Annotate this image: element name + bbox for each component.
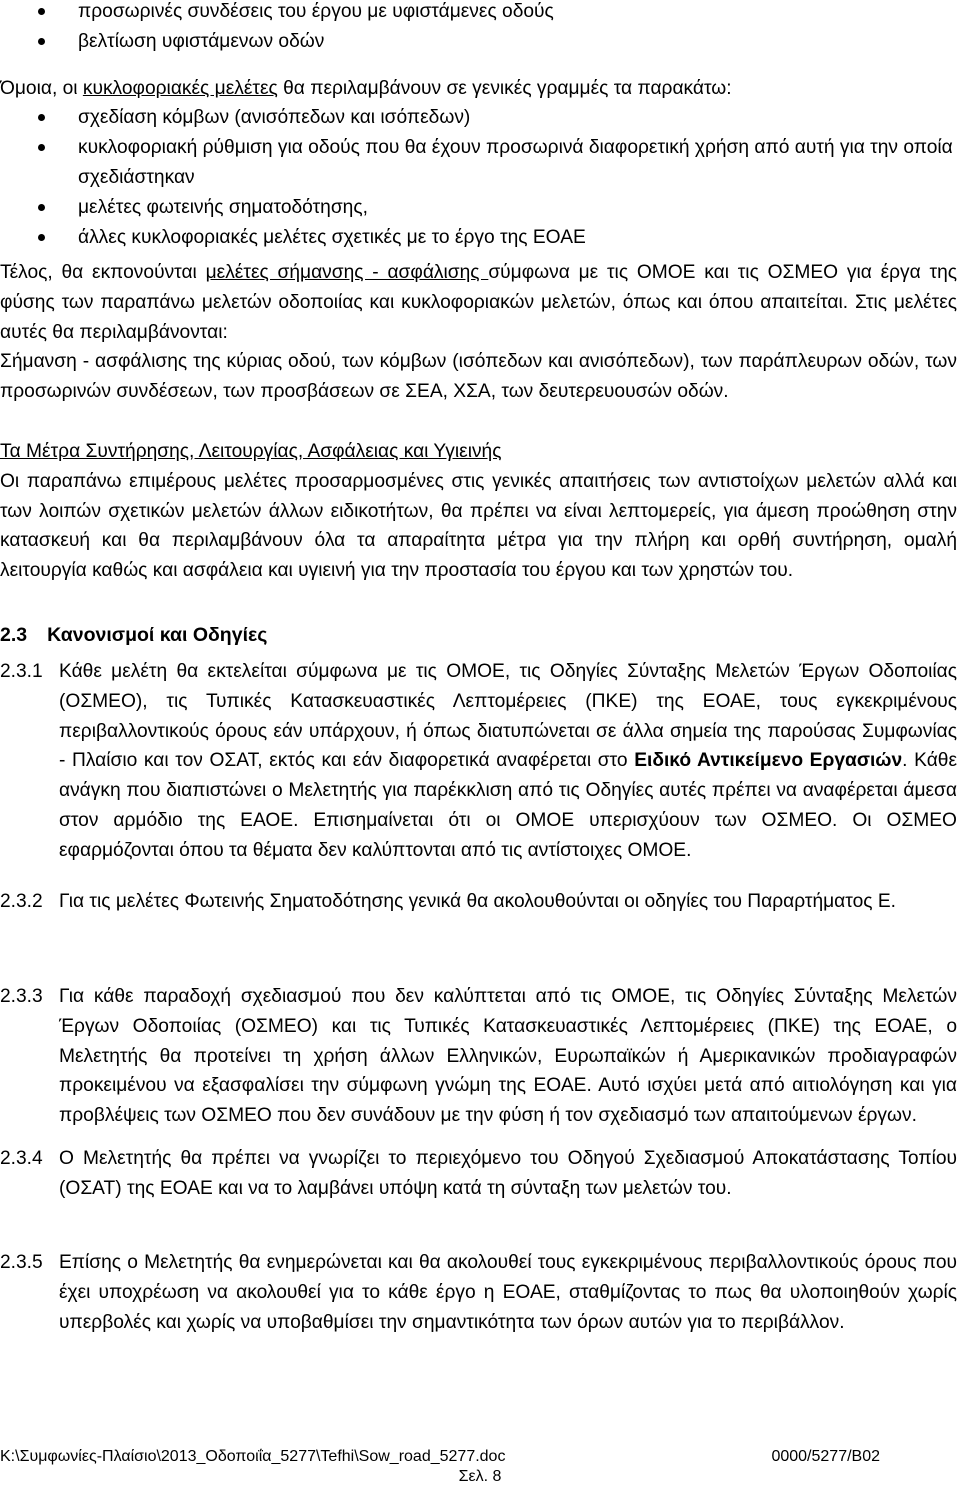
subsection-2-3-1: 2.3.1 Κάθε μελέτη θα εκτελείται σύμφωνα με τις ΟΜΟΕ, τις Οδηγίες Σύνταξης Μελετών Έργων Οδοποιίας (ΟΣΜΕΟ), τις Τυπικές Κατασκευαστικές Λεπτομέρειες (ΠΚΕ) της ΕΟΑΕ, τους εγκεκριμένους περιβαλλοντικούς όρους εάν υπάρχουν, ή όπως διατυπώνεται σε άλλα σημεία της παρούσας Συμφωνίας - Πλαίσιο και τον ΟΣΑΤ, εκτός και εάν διαφορετικά αναφέρεται στο Ειδικό Αντικείμενο Εργασιών. Κάθε ανάγκη που διαπιστώνει ο Μελετητής για παρέκκλιση από τις Οδηγίες αυτές πρέπει να αναφέρεται άμεσα στον αρμόδιο της ΕΑΟΕ. Επισημαίνεται ότι οι ΟΜΟΕ υπερισχύουν των ΟΣΜΕΟ. Οι ΟΣΜΕΟ εφαρμόζονται όπου τα θέματα δεν καλύπτονται από τις αντίστοιχες ΟΜΟΕ. [0, 661, 958, 861]
list-item: μελέτες φωτεινής σηματοδότησης, [0, 193, 958, 223]
subsection-2-3-5: 2.3.5 Επίσης ο Μελετητής θα ενημερώνεται και θα ακολουθεί τους εγκεκριμένους περιβαλλοντικούς όρους που έχει υποχρέωση να ακολουθεί για το κάθε έργο η ΕΟΑΕ, σταθμίζοντας το πως θα υλοποιηθούν χωρίς υπερβολές και χωρίς να υποβαθμίσει την σημαντικότητα των όρων αυτών για το περιβάλλον. [0, 1252, 957, 1333]
bullet-icon [38, 144, 45, 151]
maintenance-text: Οι παραπάνω επιμέρους μελέτες προσαρμοσμένες στις γενικές απαιτήσεις των αντιστοίχων μελετών αλλά και των λοιπών σχετικών μελετών άλλων ειδικοτήτων, θα πρέπει να είναι λεπτομερείς, για άμεση προώθηση στην κατασκευή και θα περιλαμβάνουν όλα τα απαραίτητα μέτρα για την πλήρη και ορθή συντήρηση, ομαλή λειτουργία καθώς και ασφάλεια και υγιεινή για την προστασία του έργου και των χρηστών του. [0, 470, 957, 582]
list-item: κυκλοφοριακή ρύθμιση για οδούς που θα έχουν προσωρινά διαφορετική χρήση από αυτή για την οποία σχεδιάστηκαν [0, 133, 958, 193]
list-item: βελτίωση υφιστάμενων οδών [0, 27, 958, 57]
signs-studies-link: μελέτες σήμανσης - ασφάλισης [205, 262, 489, 283]
bullet-icon [38, 234, 45, 241]
footer-doc-code: 0000/5277/Β02 [771, 1448, 880, 1465]
bullet-icon [38, 114, 45, 121]
intro-paragraph: Όμοια, οι κυκλοφοριακές μελέτες θα περιλαμβάνουν σε γενικές γραμμές τα παρακάτω: [0, 78, 732, 99]
page-number: Σελ. 8 [458, 1468, 502, 1485]
list-item: σχεδίαση κόμβων (ανισόπεδων και ισόπεδων) [0, 103, 958, 133]
maintenance-section [0, 437, 960, 586]
section-heading: 2.3 Κανονισμοί και Οδηγίες [0, 624, 268, 646]
signs-paragraph: Τέλος, θα εκπονούνται μελέτες σήμανσης - ασφάλισης σύμφωνα με τις ΟΜΟΕ και τις ΟΣΜΕΟ για έργα της φύσης των παραπάνω μελετών οδοποιίας και κυκλοφοριακών μελετών, όπως και όπου απαιτείται. Στις μελέτες αυτές θα περιλαμβάνονται: Σήμανση - ασφάλισης της κύριας οδού, των κόμβων (ισόπεδων και ανισόπεδων), των παράπλευρων οδών, των προσωρινών συνδέσεων, των προσβάσεων σε ΣΕΑ, ΧΣΑ, των δευτερευουσών οδών. [0, 262, 957, 403]
list-item: άλλες κυκλοφοριακές μελέτες σχετικές με το έργο της ΕΟΑΕ [0, 223, 958, 253]
traffic-studies-link: κυκλοφοριακές μελέτες [82, 78, 278, 99]
subsection-2-3-4: 2.3.4 Ο Μελετητής θα πρέπει να γνωρίζει το περιεχόμενο του Οδηγού Σχεδιασμού Αποκατάστασης Τοπίου (ΟΣΑΤ) της ΕΟΑΕ και να το λαμβάνει υπόψη κατά τη σύνταξη των μελετών του. [0, 1148, 957, 1199]
subsection-2-3-3: 2.3.3 Για κάθε παραδοχή σχεδιασμού που δεν καλύπτεται από τις ΟΜΟΕ, τις Οδηγίες Σύνταξης Μελετών Έργων Οδοποιίας (ΟΣΜΕΟ) και τις Τυπικές Κατασκευαστικές Λεπτομέρειες (ΠΚΕ) της ΕΟΑΕ, ο Μελετητής θα προτείνει τη χρήση άλλων Ελληνικών, Ευρωπαϊκών ή Αμερικανικών προδιαγραφών προκειμένου να εξασφαλίσει την σύμφωνη γνώμη της ΕΟΑΕ. Αυτό ισχύει μετά από αιτιολόγηση και για προβλέψεις των ΟΣΜΕΟ που δεν συνάδουν με την φύση ή τον σχεδιασμό των απαιτούμενων έργων. [0, 986, 957, 1127]
subsection-2-3-2: 2.3.2 Για τις μελέτες Φωτεινής Σηματοδότησης γενικά θα ακολουθούνται οι οδηγίες του Παραρτήματος Ε. [0, 891, 896, 912]
bullet-icon [38, 38, 45, 45]
maintenance-heading: Τα Μέτρα Συντήρησης, Λειτουργίας, Ασφάλειας και Υγιεινής [0, 441, 502, 462]
bullet-list-top [0, 0, 960, 57]
bullet-icon [38, 204, 45, 211]
bullet-list-traffic [0, 103, 960, 253]
footer-file-path: K:\Συμφωνίες-Πλαίσιο\2013_Οδοποιΐα_5277\Tefhi\Sow_road_5277.doc [0, 1448, 506, 1465]
list-item: προσωρινές συνδέσεις του έργου με υφιστάμενες οδούς [0, 0, 958, 27]
bullet-icon [38, 8, 45, 15]
